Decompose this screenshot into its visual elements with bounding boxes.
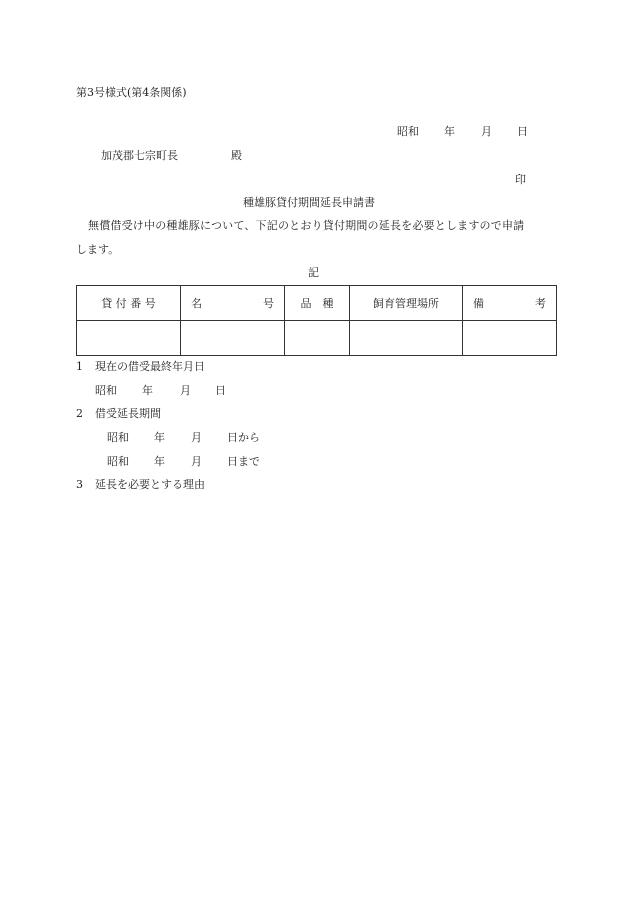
item-1-label: 現在の借受最終年月日 — [95, 360, 205, 373]
table-header-row — [77, 286, 557, 321]
header-location: 飼育管理場所 — [350, 286, 463, 321]
item-2-from-day: 日から — [227, 431, 260, 444]
addressee-name: 加茂郡七宗町長 — [101, 149, 178, 162]
item-2-to-month: 月 — [191, 455, 202, 468]
cell-remarks — [463, 321, 557, 356]
header-remarks-right: 考 — [535, 297, 546, 310]
date-day: 日 — [517, 125, 528, 138]
item-2-to-era: 昭和 — [107, 455, 129, 468]
date-month: 月 — [481, 125, 492, 138]
header-remarks-left: 備 — [473, 297, 484, 310]
record-table — [76, 285, 557, 356]
item-2-number: 2 — [76, 407, 83, 420]
note-heading: 記 — [308, 266, 319, 279]
item-1-date-month: 月 — [180, 384, 191, 397]
header-name-right: 号 — [263, 297, 274, 310]
header-loan-number: 貸 付 番 号 — [77, 286, 181, 321]
body-text-line1: 無償借受け中の種雄豚について、下記のとおり貸付期間の延長を必要としますので申請 — [88, 219, 525, 232]
header-remarks — [463, 286, 557, 321]
body-text-line2: します。 — [76, 243, 120, 256]
cell-location — [350, 321, 463, 356]
item-1-date-day: 日 — [215, 384, 226, 397]
form-number: 第3号様式(第4条関係) — [76, 86, 187, 99]
item-1-date-year: 年 — [142, 384, 153, 397]
item-1-date-era: 昭和 — [95, 384, 117, 397]
cell-breed — [285, 321, 350, 356]
cell-name — [181, 321, 285, 356]
item-2-from-year: 年 — [154, 431, 165, 444]
table-row — [77, 321, 557, 356]
date-era: 昭和 — [397, 125, 419, 138]
addressee-honorific: 殿 — [231, 149, 242, 162]
item-1-number: 1 — [76, 360, 83, 373]
item-2-to-year: 年 — [154, 455, 165, 468]
item-2-to-day: 日まで — [227, 455, 260, 468]
seal-mark: 印 — [515, 173, 526, 186]
item-2-label: 借受延長期間 — [95, 407, 161, 420]
header-breed: 品 種 — [285, 286, 350, 321]
item-3-label: 延長を必要とする理由 — [95, 478, 205, 491]
item-2-from-era: 昭和 — [107, 431, 129, 444]
document-title: 種雄豚貸付期間延長申請書 — [243, 196, 375, 209]
item-2-from-month: 月 — [191, 431, 202, 444]
cell-loan-number — [77, 321, 181, 356]
header-name-left: 名 — [191, 297, 202, 310]
header-name — [181, 286, 285, 321]
date-year: 年 — [444, 125, 455, 138]
item-3-number: 3 — [76, 478, 83, 491]
